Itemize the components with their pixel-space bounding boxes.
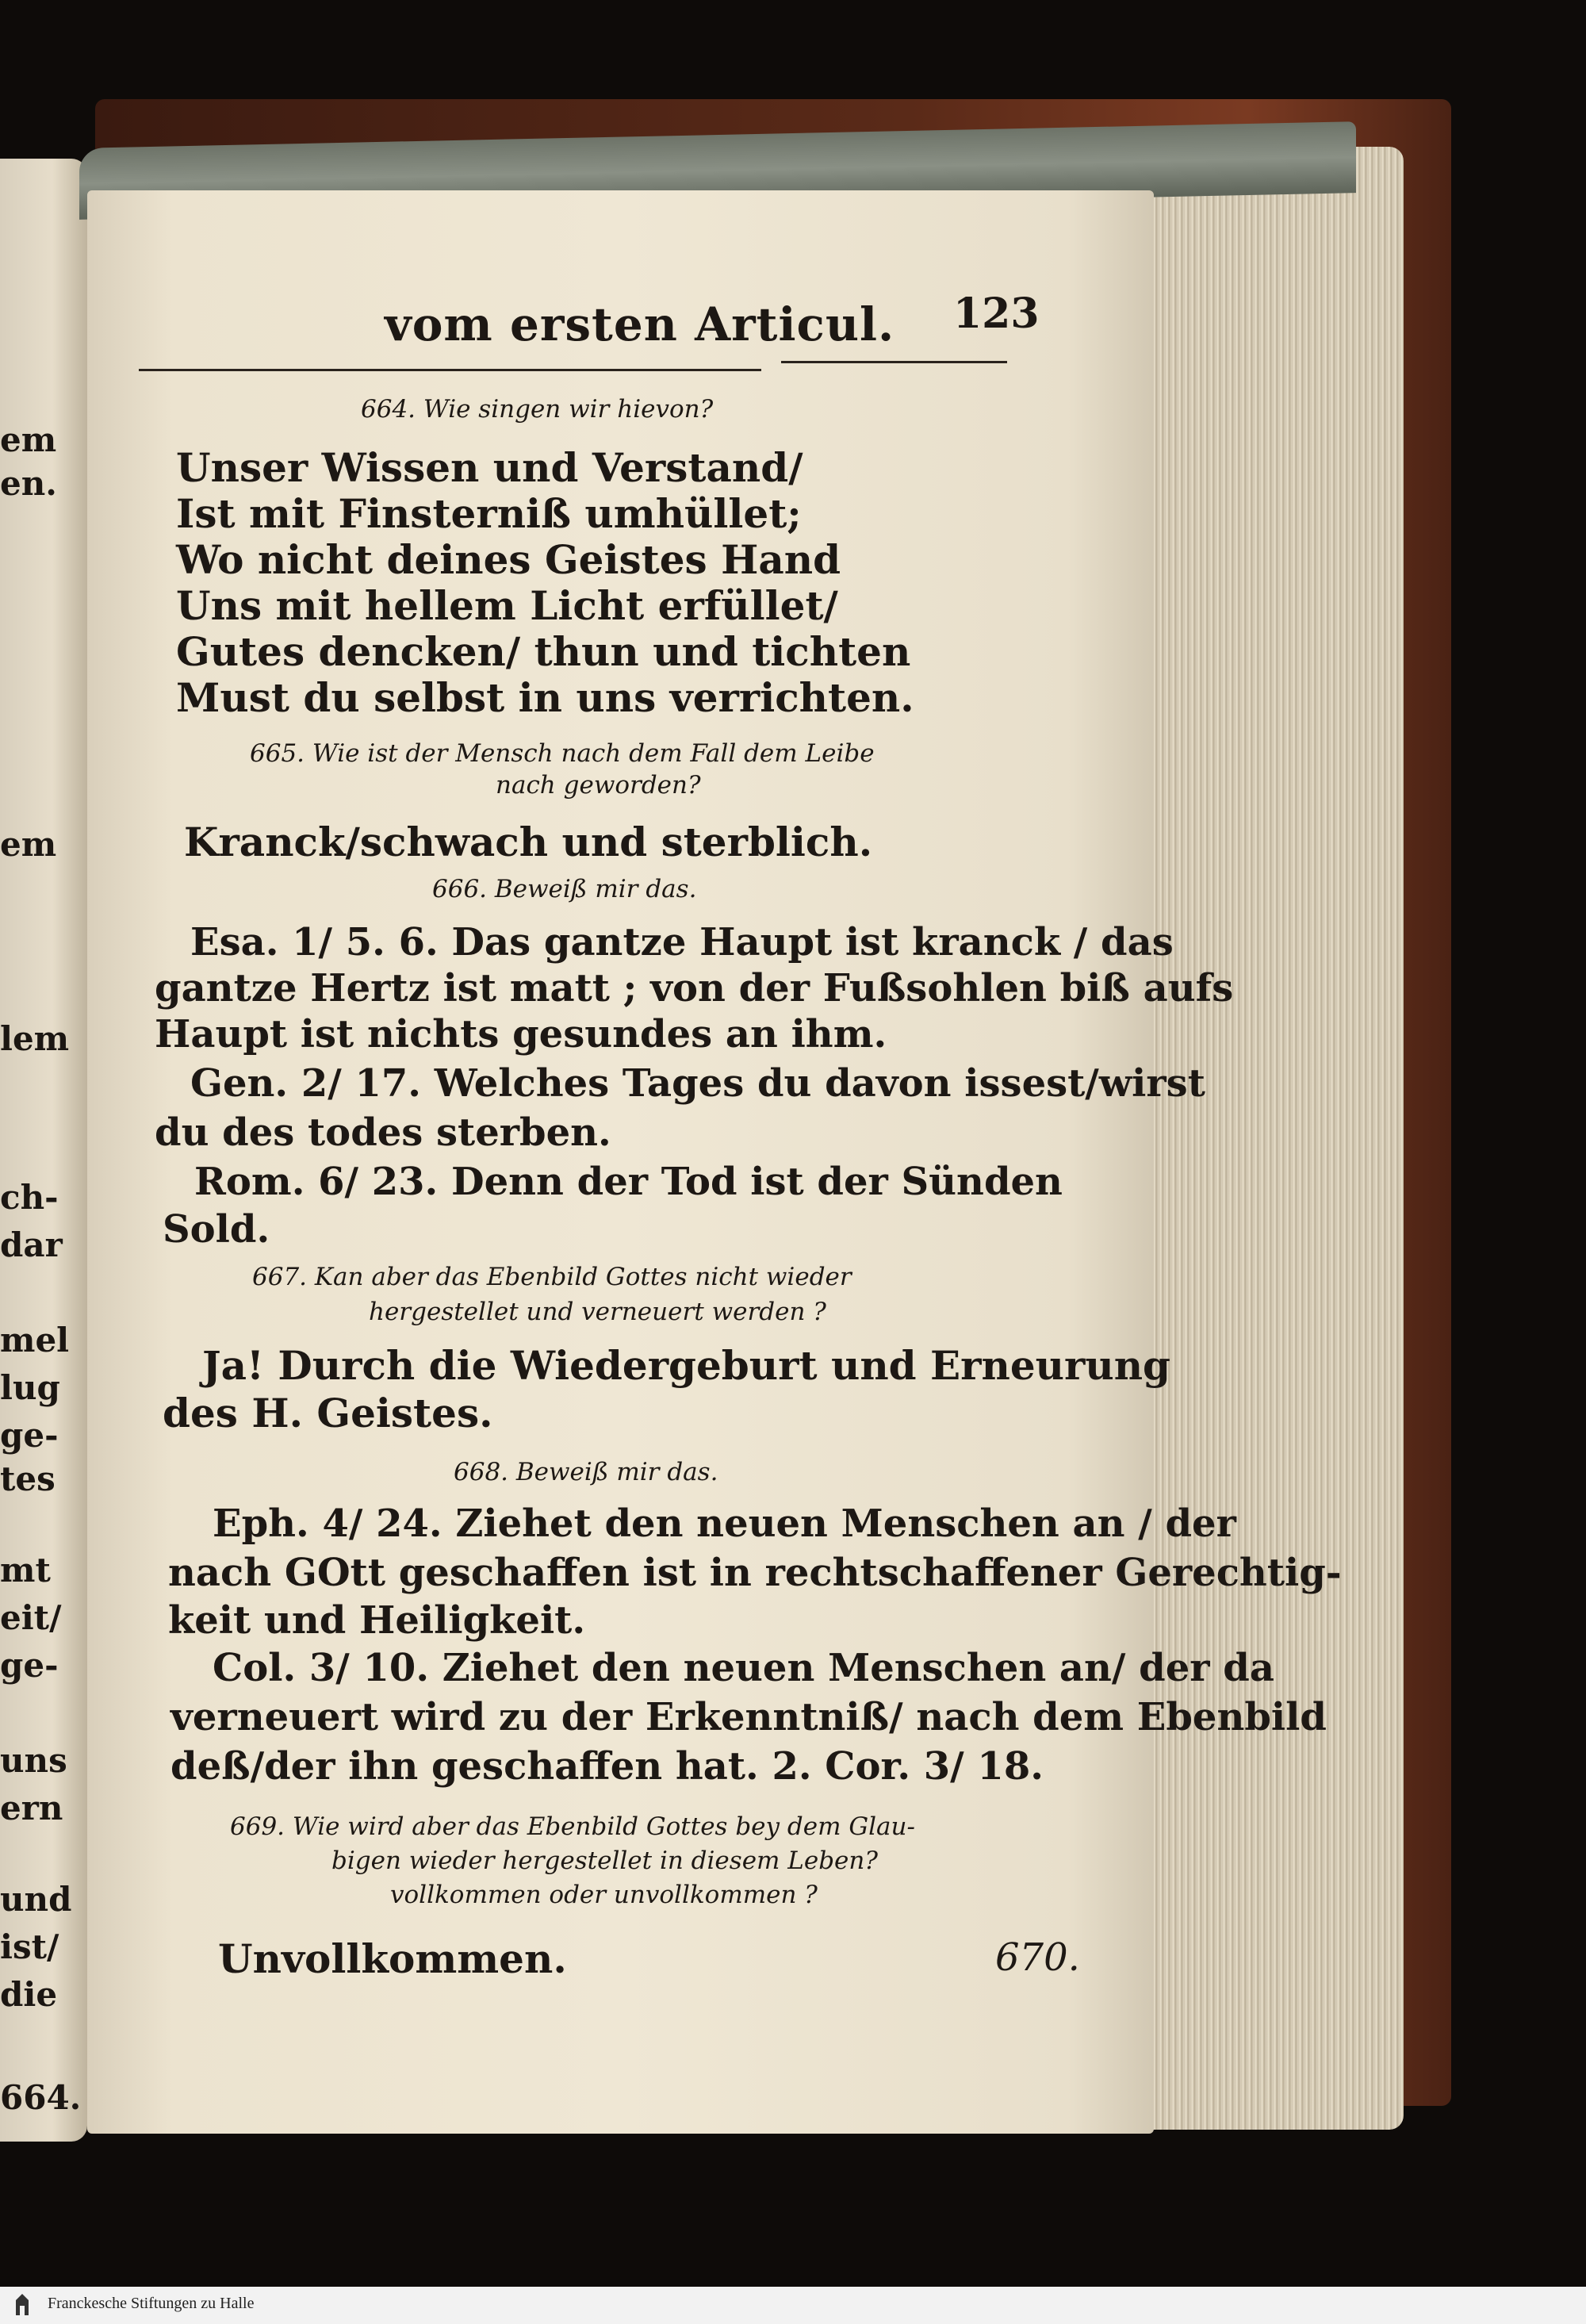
hymn-line: Gutes dencken/ thun und tichten bbox=[176, 628, 911, 675]
left-page-fragment: und bbox=[0, 1880, 72, 1919]
left-page-fragment: eit/ bbox=[0, 1598, 62, 1637]
page-edges bbox=[1146, 147, 1404, 2130]
question-665-cont: nach geworden? bbox=[496, 771, 701, 800]
question-669-cont: bigen wieder hergestellet in diesem Leben? bbox=[331, 1847, 878, 1875]
left-page bbox=[0, 159, 87, 2142]
header-rule bbox=[139, 369, 761, 371]
scripture-line: du des todes sterben. bbox=[155, 1110, 611, 1155]
left-page-fragment: em bbox=[0, 825, 57, 864]
left-page-fragment: em bbox=[0, 420, 57, 459]
left-page-fragment: lem bbox=[0, 1019, 70, 1058]
left-page-fragment: 664. bbox=[0, 2078, 82, 2117]
institution-logo-icon bbox=[8, 2291, 36, 2320]
left-page-fragment: mt bbox=[0, 1551, 51, 1590]
question-665: 665. Wie ist der Mensch nach dem Fall dem Leibe bbox=[250, 739, 875, 768]
page-number: 123 bbox=[953, 290, 1040, 338]
question-666: 666. Beweiß mir das. bbox=[432, 875, 697, 903]
left-page-fragment: ern bbox=[0, 1789, 63, 1827]
answer-669: Unvollkommen. bbox=[218, 1935, 567, 1982]
catchword: 670. bbox=[995, 1935, 1080, 1980]
scripture-line: Sold. bbox=[163, 1207, 270, 1252]
scripture-line: Haupt ist nichts gesundes an ihm. bbox=[155, 1012, 887, 1057]
left-page-fragment: uns bbox=[0, 1741, 67, 1780]
left-page-fragment: ge- bbox=[0, 1646, 59, 1685]
question-664: 664. Wie singen wir hievon? bbox=[361, 395, 714, 424]
question-669-cont: vollkommen oder unvollkommen ? bbox=[390, 1881, 818, 1909]
scripture-line: Esa. 1/ 5. 6. Das gantze Haupt ist kranck / das bbox=[190, 920, 1174, 964]
left-page-fragment: dar bbox=[0, 1225, 63, 1264]
scripture-line: nach GOtt geschaffen ist in rechtschaffener Gerechtig- bbox=[168, 1551, 1342, 1595]
left-page-fragment: die bbox=[0, 1975, 58, 2014]
scripture-line: deß/der ihn geschaffen hat. 2. Cor. 3/ 18. bbox=[170, 1744, 1044, 1789]
hymn-line: Unser Wissen und Verstand/ bbox=[176, 444, 803, 491]
scripture-line: Gen. 2/ 17. Welches Tages du davon issest/wirst bbox=[190, 1061, 1205, 1106]
scripture-line: gantze Hertz ist matt ; von der Fußsohlen biß aufs bbox=[155, 966, 1234, 1011]
left-page-fragment: ge- bbox=[0, 1416, 59, 1455]
left-page-fragment: en. bbox=[0, 464, 57, 503]
scripture-line: Col. 3/ 10. Ziehet den neuen Menschen an/ der da bbox=[213, 1646, 1274, 1690]
left-page-fragment: mel bbox=[0, 1321, 70, 1360]
left-page-fragment: tes bbox=[0, 1459, 56, 1498]
answer-667-cont: des H. Geistes. bbox=[163, 1390, 493, 1436]
scripture-line: keit und Heiligkeit. bbox=[168, 1598, 586, 1643]
question-669: 669. Wie wird aber das Ebenbild Gottes bey dem Glau- bbox=[230, 1812, 915, 1841]
running-header: vom ersten Articul. bbox=[385, 297, 895, 351]
institution-credit: Franckesche Stiftungen zu Halle bbox=[48, 2295, 255, 2312]
hymn-line: Ist mit Finsterniß umhüllet; bbox=[176, 490, 802, 537]
scripture-line: Rom. 6/ 23. Denn der Tod ist der Sünden bbox=[194, 1160, 1063, 1204]
scripture-line: verneuert wird zu der Erkenntniß/ nach dem Ebenbild bbox=[170, 1695, 1327, 1739]
scripture-line: Eph. 4/ 24. Ziehet den neuen Menschen an / der bbox=[213, 1501, 1236, 1546]
hymn-line: Wo nicht deines Geistes Hand bbox=[176, 536, 841, 583]
question-667: 667. Kan aber das Ebenbild Gottes nicht wieder bbox=[252, 1263, 852, 1291]
header-rule bbox=[781, 361, 1007, 363]
answer-665: Kranck/schwach und sterblich. bbox=[184, 819, 873, 865]
question-667-cont: hergestellet und verneuert werden ? bbox=[369, 1298, 826, 1326]
answer-667: Ja! Durch die Wiedergeburt und Erneurung bbox=[202, 1342, 1171, 1389]
hymn-line: Must du selbst in uns verrichten. bbox=[176, 674, 914, 721]
left-page-fragment: lug bbox=[0, 1368, 60, 1407]
left-page-fragment: ch- bbox=[0, 1178, 59, 1217]
hymn-line: Uns mit hellem Licht erfüllet/ bbox=[176, 582, 838, 629]
left-page-fragment: ist/ bbox=[0, 1927, 59, 1966]
question-668: 668. Beweiß mir das. bbox=[454, 1458, 718, 1486]
